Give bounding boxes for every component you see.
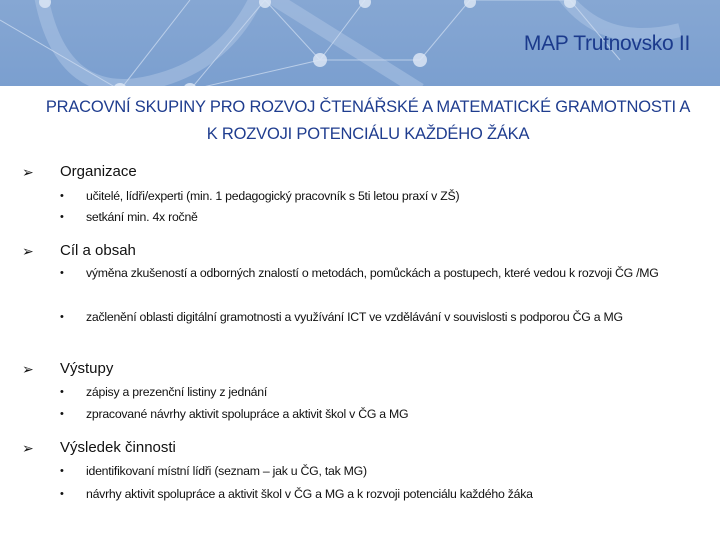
bullet-icon: • [60, 311, 64, 323]
section-heading: Organizace [60, 163, 137, 180]
bullet-icon: • [60, 465, 64, 477]
section-heading: Výsledek činnosti [60, 439, 176, 456]
slide-title: PRACOVNÍ SKUPINY PRO ROZVOJ ČTENÁŘSKÉ A MATEMATICKÉ GRAMOTNOSTI A K ROZVOJI POTENCIÁLU KAŽDÉHO ŽÁKA [45, 98, 691, 143]
bullet-icon: • [60, 211, 64, 223]
bullet-icon: • [60, 488, 64, 500]
list-item-text: návrhy aktivit spolupráce a aktivit škol v ČG a MG a k rozvoji potenciálu každého žáka [86, 487, 533, 501]
section-heading: Výstupy [60, 360, 114, 377]
list-item-text: zápisy a prezenční listiny z jednání [86, 385, 268, 399]
arrow-bullet-icon: ➢ [22, 164, 34, 180]
section-heading: Cíl a obsah [60, 242, 136, 259]
bullet-icon: • [60, 386, 64, 398]
list-item-text: výměna zkušeností a odborných znalostí o metodách, pomůckách a postupech, které vedou k rozvoji ČG /MG [86, 266, 659, 280]
bullet-icon: • [60, 408, 64, 420]
brand-title: MAP Trutnovsko II [523, 32, 690, 55]
bullet-icon: • [60, 190, 64, 202]
list-item-text: identifikovaní místní lídři (seznam – jak u ČG, tak MG) [86, 464, 367, 478]
arrow-bullet-icon: ➢ [22, 440, 34, 456]
header-banner [0, 0, 720, 86]
list-item-text: začlenění oblasti digitální gramotnosti a využívání ICT ve vzdělávání v souvislosti s podporou ČG a MG [86, 310, 623, 324]
bullet-icon: • [60, 267, 64, 279]
list-item-text: zpracované návrhy aktivit spolupráce a aktivit škol v ČG a MG [86, 407, 409, 421]
list-item-text: setkání min. 4x ročně [86, 210, 198, 224]
arrow-bullet-icon: ➢ [22, 361, 34, 377]
arrow-bullet-icon: ➢ [22, 243, 34, 259]
list-item-text: učitelé, lídři/experti (min. 1 pedagogický pracovník s 5ti letou praxí v ZŠ) [86, 189, 460, 203]
